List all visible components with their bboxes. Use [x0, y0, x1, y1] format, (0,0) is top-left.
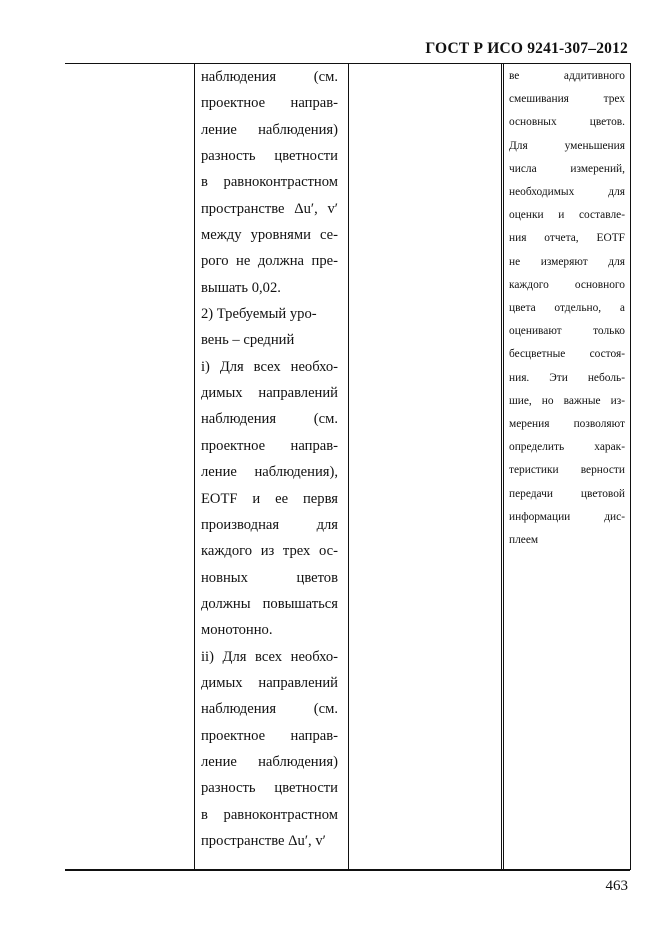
text-line: оценки и составле-: [509, 209, 625, 222]
text-line: между уровнями се-: [201, 227, 338, 244]
text-line: смешивания трех: [509, 93, 625, 106]
text-line: i) Для всех необхо-: [201, 358, 338, 375]
text-line: димых направлений: [201, 385, 338, 402]
text-line: наблюдения (см.: [201, 701, 338, 718]
text-line: ление наблюдения): [201, 121, 338, 138]
table-column-divider: [194, 63, 195, 870]
text-line: проектное направ-: [201, 437, 338, 454]
text-line: мерения позволяют: [509, 418, 625, 431]
text-line: плеем: [509, 534, 539, 547]
text-line: оценивают только: [509, 325, 625, 338]
notes-cell: [509, 65, 625, 552]
text-line: димых направлений: [201, 674, 338, 691]
text-line: основных цветов.: [509, 116, 625, 129]
requirements-cell: [201, 64, 338, 854]
text-line: ii) Для всех необхо-: [201, 648, 338, 665]
text-line: разность цветности: [201, 780, 338, 797]
table-column-divider: [501, 63, 502, 870]
text-line: передачи цветовой: [509, 487, 625, 500]
page-number: 463: [605, 878, 628, 894]
text-line: числа измерений,: [509, 162, 625, 175]
text-line: каждого основного: [509, 278, 625, 291]
text-line: пространстве Δu′, v′: [201, 832, 326, 849]
text-line: информации дис-: [509, 510, 625, 523]
text-line: производная для: [201, 516, 338, 533]
text-line: ния. Эти неболь-: [509, 371, 625, 384]
text-line: рого не должна пре-: [201, 253, 338, 270]
table-column-divider: [630, 63, 631, 870]
text-line: бесцветные состоя-: [509, 348, 625, 361]
text-line: необходимых для: [509, 186, 625, 199]
text-line: ление наблюдения),: [201, 464, 338, 481]
text-line: шие, но важные из-: [509, 394, 625, 407]
text-line: ния отчета, EOTF: [509, 232, 625, 245]
text-line: должны повышаться: [201, 595, 338, 612]
text-line: 2) Требуемый уро-: [201, 306, 317, 323]
table-column-divider: [348, 63, 349, 870]
text-line: ление наблюдения): [201, 753, 338, 770]
text-line: новных цветов: [201, 569, 338, 586]
text-line: цвета отдельно, а: [509, 302, 625, 315]
text-line: ве аддитивного: [509, 70, 625, 82]
text-line: проектное направ-: [201, 727, 338, 744]
table-column-divider: [503, 63, 504, 870]
text-line: в равноконтрастном: [201, 174, 338, 191]
text-line: вень – средний: [201, 332, 295, 349]
text-line: теристики верности: [509, 464, 625, 477]
text-line: вышать 0,02.: [201, 279, 281, 296]
text-line: определить харак-: [509, 441, 625, 454]
text-line: не измеряют для: [509, 255, 625, 268]
text-line: разность цветности: [201, 148, 338, 165]
text-line: в равноконтрастном: [201, 806, 338, 823]
document-header: ГОСТ Р ИСО 9241-307–2012: [425, 40, 628, 57]
text-line: пространстве Δu′, v′: [201, 200, 338, 217]
text-line: проектное направ-: [201, 95, 338, 112]
text-line: Для уменьшения: [509, 139, 625, 152]
text-line: монотонно.: [201, 622, 273, 639]
text-line: каждого из трех ос-: [201, 543, 338, 560]
text-line: EOTF и ее первя: [201, 490, 338, 507]
text-line: наблюдения (см.: [201, 69, 338, 85]
text-line: наблюдения (см.: [201, 411, 338, 428]
